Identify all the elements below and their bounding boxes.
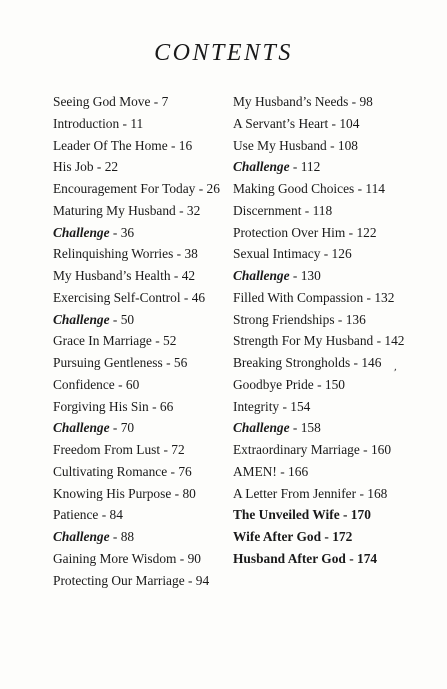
toc-entry-title: The Unveiled Wife <box>233 507 340 523</box>
toc-entry-title: Grace In Marriage <box>53 333 152 349</box>
toc-entry <box>53 135 231 157</box>
toc-entry <box>233 352 433 374</box>
toc-entry-title: Relinquishing Worries <box>53 246 174 262</box>
toc-entry-page: 112 <box>300 159 321 175</box>
toc-entry-separator: - <box>176 550 188 566</box>
toc-entry-separator: - <box>320 246 332 262</box>
toc-entry-separator: - <box>175 202 187 218</box>
toc-entry <box>53 483 231 505</box>
toc-entry <box>53 417 231 439</box>
toc-entry-separator: - <box>373 333 385 349</box>
toc-entry-page: 108 <box>337 137 358 153</box>
toc-entry-title: My Husband’s Needs <box>233 94 349 109</box>
toc-entry-title: Challenge <box>53 420 110 436</box>
toc-entry-separator: - <box>289 268 301 283</box>
toc-entry-page: 88 <box>120 529 135 544</box>
toc-entry-title: Husband After God <box>233 550 346 566</box>
toc-entry-title: A Servant’s Heart <box>233 115 329 131</box>
toc-entry <box>233 200 433 222</box>
toc-entry-title: Challenge <box>53 529 110 544</box>
toc-entry-separator: - <box>345 550 358 566</box>
toc-entry-separator: - <box>148 398 160 414</box>
toc-entry <box>233 135 433 157</box>
toc-entry-separator: - <box>348 94 360 109</box>
toc-entry-separator: - <box>356 485 368 501</box>
toc-entry-title: Knowing His Purpose <box>53 485 172 501</box>
toc-entry <box>53 309 231 331</box>
toc-entry-page: 26 <box>206 181 220 196</box>
toc-entry-separator: - <box>109 311 121 327</box>
toc-entry-page: 42 <box>181 268 196 283</box>
toc-entry-separator: - <box>289 159 301 175</box>
toc-entry-title: Cultivating Romance <box>53 463 168 479</box>
toc-entry <box>53 374 231 396</box>
toc-entry-page: 104 <box>339 115 360 131</box>
toc-entry-title: Freedom From Lust <box>53 442 161 457</box>
toc-entry-separator: - <box>354 181 366 196</box>
toc-entry-separator: - <box>359 442 371 457</box>
toc-entry-separator: - <box>119 115 131 131</box>
toc-entry-separator: - <box>184 572 196 588</box>
toc-entry-title: Filled With Compassion <box>233 289 364 305</box>
toc-left-column <box>53 91 231 591</box>
toc-entry-title: Goodbye Pride <box>233 376 314 392</box>
toc-entry <box>233 374 433 396</box>
toc-entry-title: Seeing God Move <box>53 94 151 109</box>
toc-entry-page: 170 <box>350 507 371 523</box>
toc-entry-page: 98 <box>359 94 373 109</box>
toc-entry <box>53 156 231 178</box>
toc-entry <box>233 156 433 178</box>
toc-entry-page: 166 <box>288 463 309 479</box>
toc-entry-separator: - <box>301 202 313 218</box>
toc-entry <box>53 200 231 222</box>
toc-entry-title: Wife After God <box>233 529 322 544</box>
toc-entry-title: Pursuing Gentleness <box>53 355 163 370</box>
toc-entry-title: A Letter From Jennifer <box>233 485 357 501</box>
toc-entry-page: 142 <box>384 333 405 349</box>
toc-entry-page: 158 <box>300 420 321 436</box>
toc-entry <box>233 113 433 135</box>
toc-entry-separator: - <box>276 463 289 479</box>
toc-entry-title: Challenge <box>53 224 110 240</box>
toc-entry-page: 172 <box>332 529 353 544</box>
toc-entry-separator: - <box>93 159 105 175</box>
toc-entry-separator: - <box>114 376 126 392</box>
toc-entry-title: Exercising Self-Control <box>53 289 181 305</box>
toc-entry-page: 66 <box>159 398 174 414</box>
toc-entry-title: Challenge <box>233 420 290 436</box>
toc-entry <box>233 222 433 244</box>
toc-entry-separator: - <box>162 355 174 370</box>
toc-entry-page: 118 <box>312 202 333 218</box>
toc-entry-page: 38 <box>184 246 198 262</box>
toc-entry-title: Introduction <box>53 115 120 131</box>
toc-entry-page: 7 <box>161 94 169 109</box>
toc-entry <box>53 396 231 418</box>
toc-entry-page: 160 <box>370 442 392 457</box>
toc-entry-page: 174 <box>357 550 378 566</box>
toc-entry-separator: - <box>326 137 338 153</box>
toc-entry-separator: - <box>345 224 357 240</box>
toc-entry-page: 76 <box>178 463 192 479</box>
toc-entry-title: Maturing My Husband <box>53 202 176 218</box>
toc-entry-title: Forgiving His Sin <box>53 398 149 414</box>
toc-entry-separator: - <box>339 507 351 523</box>
toc-entry-separator: - <box>170 268 182 283</box>
toc-entry-separator: - <box>167 463 179 479</box>
toc-entry <box>233 178 433 200</box>
toc-entry-title: Leader Of The Home <box>53 137 168 153</box>
toc-entry-title: Challenge <box>53 311 110 327</box>
toc-entry-page: 22 <box>104 159 119 175</box>
toc-entry <box>53 352 231 374</box>
toc-entry-separator: - <box>180 289 192 305</box>
toc-entry <box>53 570 231 592</box>
toc-entry-title: Sexual Intimacy <box>233 246 321 262</box>
toc-entry-page: 56 <box>173 355 188 370</box>
toc-entry-page: 16 <box>178 137 193 153</box>
toc-entry <box>233 483 433 505</box>
toc-entry-separator: - <box>109 224 121 240</box>
toc-entry-separator: - <box>279 398 291 414</box>
toc-entry <box>53 243 231 265</box>
toc-entry-title: Challenge <box>233 159 290 175</box>
toc-entry-title: Strength For My Husband <box>233 333 374 349</box>
toc-entry <box>53 461 231 483</box>
toc-entry-separator: - <box>289 420 301 436</box>
toc-entry-separator: - <box>173 246 185 262</box>
toc-entry-page: 60 <box>125 376 140 392</box>
toc-entry-page: 11 <box>130 115 144 131</box>
toc-entry <box>233 243 433 265</box>
toc-entry-title: Challenge <box>233 268 290 283</box>
toc-entry-title: Patience <box>53 507 99 523</box>
toc-entry <box>233 417 433 439</box>
toc-entry-page: 80 <box>182 485 196 501</box>
toc-entry-separator: - <box>150 94 162 109</box>
toc-entry-page: 84 <box>109 507 123 523</box>
toc-entry-title: Use My Husband <box>233 137 327 153</box>
toc-entry <box>53 548 231 570</box>
toc-entry-page: 126 <box>331 246 352 262</box>
toc-entry-separator: - <box>98 507 110 523</box>
toc-entry-title: Protection Over Him <box>233 224 346 240</box>
toc-entry-page: 114 <box>365 181 385 196</box>
toc-entry-page: 146 <box>361 355 382 370</box>
toc-entry-title: My Husband’s Health <box>53 268 171 283</box>
toc-entry-title: Integrity <box>233 398 280 414</box>
toc-entry <box>53 504 231 526</box>
toc-entry <box>53 439 231 461</box>
toc-entry <box>233 265 433 287</box>
toc-entry-page: 168 <box>367 485 388 501</box>
toc-entry <box>233 526 433 548</box>
toc-entry-page: 70 <box>120 420 135 436</box>
toc-entry <box>233 548 433 570</box>
toc-entry-separator: - <box>151 333 164 349</box>
toc-entry <box>233 330 433 352</box>
toc-entry <box>53 222 231 244</box>
toc-entry <box>233 396 433 418</box>
toc-entry-title: Confidence <box>53 376 115 392</box>
toc-entry <box>53 287 231 309</box>
toc-entry-title: Extraordinary Marriage <box>233 442 360 457</box>
toc-entry <box>53 526 231 548</box>
toc-entry-page: 72 <box>171 442 185 457</box>
toc-entry-page: 154 <box>290 398 311 414</box>
toc-entry-title: Breaking Strongholds <box>233 355 351 370</box>
toc-entry-page: 32 <box>186 202 201 218</box>
toc-entry-page: 94 <box>195 572 210 588</box>
toc-entry-separator: - <box>160 442 172 457</box>
toc-entry-title: Protecting Our Marriage <box>53 572 185 588</box>
toc-entry-separator: - <box>109 420 121 436</box>
toc-entry <box>53 113 231 135</box>
toc-entry <box>233 91 433 113</box>
toc-entry-page: 50 <box>120 311 135 327</box>
toc-entry <box>53 91 231 113</box>
toc-entry-separator: - <box>328 115 340 131</box>
toc-entry-title: Gaining More Wisdom <box>53 550 177 566</box>
toc-entry <box>233 439 433 461</box>
stray-mark: , <box>393 360 400 374</box>
toc-entry <box>233 504 433 526</box>
toc-entry-separator: - <box>109 529 121 544</box>
toc-entry-separator: - <box>195 181 207 196</box>
toc-entry <box>233 309 433 331</box>
toc-entry-page: 122 <box>356 224 377 240</box>
toc-entry <box>53 178 231 200</box>
toc-entry-page: 46 <box>191 289 206 305</box>
toc-entry-page: 130 <box>300 268 321 283</box>
toc-entry <box>53 330 231 352</box>
toc-entry-separator: - <box>313 376 325 392</box>
toc-entry-separator: - <box>321 529 333 544</box>
toc-right-column <box>233 91 433 570</box>
toc-entry-separator: - <box>363 289 375 305</box>
toc-entry-separator: - <box>334 311 346 327</box>
toc-entry-title: AMEN! <box>233 463 277 479</box>
toc-entry-title: His Job <box>53 159 94 175</box>
toc-entry-page: 36 <box>120 224 135 240</box>
toc-entry-page: 90 <box>187 550 201 566</box>
toc-entry-page: 150 <box>324 376 345 392</box>
toc-entry-title: Encouragement For Today <box>53 181 196 196</box>
toc-entry-page: 132 <box>374 289 395 305</box>
toc-entry <box>233 461 433 483</box>
toc-entry-title: Making Good Choices <box>233 181 355 196</box>
toc-entry-page: 136 <box>345 311 366 327</box>
toc-entry <box>233 287 433 309</box>
toc-entry-separator: - <box>350 355 362 370</box>
toc-entry-title: Discernment <box>233 202 302 218</box>
toc-entry-separator: - <box>171 485 183 501</box>
toc-entry-page: 52 <box>163 333 177 349</box>
toc-entry-separator: - <box>167 137 179 153</box>
toc-entry <box>53 265 231 287</box>
toc-entry-title: Strong Friendships <box>233 311 335 327</box>
page-title: CONTENTS <box>154 40 293 66</box>
